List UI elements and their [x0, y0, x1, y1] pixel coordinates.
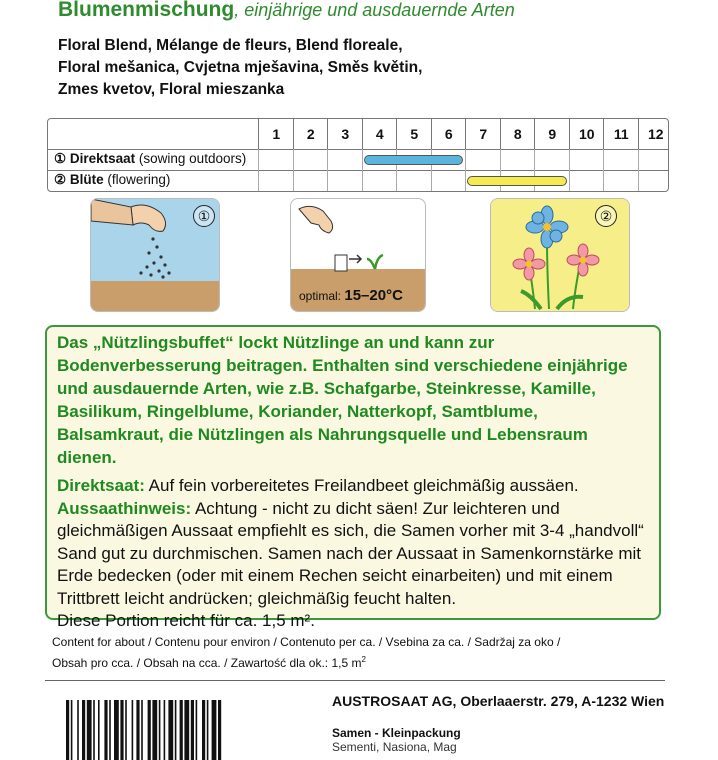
name-line: Zmes kvetov, Floral mieszanka: [58, 81, 285, 98]
month-header: 10: [569, 119, 605, 149]
barcode-bar: [212, 700, 217, 760]
month-gridline: [465, 149, 466, 191]
name-line: Floral mešanica, Cvjetna mješavina, Směs květin,: [58, 59, 423, 76]
translated-names: [58, 35, 422, 101]
barcode-bar: [132, 700, 134, 760]
calendar-bar: [467, 176, 567, 186]
month-header: 11: [603, 119, 639, 149]
content-info: [52, 634, 560, 672]
month-header: 1: [258, 119, 294, 149]
name-line: Floral Blend, Mélange de fleurs, Blend floreale,: [58, 37, 403, 54]
barcode-bar: [148, 700, 151, 760]
barcode-bar: [125, 700, 127, 760]
barcode: [66, 700, 271, 760]
barcode-bar: [77, 700, 79, 760]
description-box: [45, 325, 661, 630]
barcode-bar: [114, 700, 119, 760]
illustration-flowering: [490, 198, 630, 312]
barcode-bar: [87, 700, 92, 760]
row-label-sub: (flowering): [107, 172, 171, 187]
unit-exponent: 2: [361, 655, 366, 664]
month-header: 5: [396, 119, 432, 149]
month-header: 3: [327, 119, 363, 149]
month-header: 7: [465, 119, 501, 149]
direktsaat-text: Auf fein vorbereitetes Freilandbeet gleichmäßig aussäen.: [144, 476, 579, 495]
row-label-sub: (sowing outdoors): [138, 151, 247, 166]
title-subtitle: , einjährige und ausdauernde Arten: [234, 0, 515, 20]
month-header: 2: [293, 119, 329, 149]
optimal-temperature: [299, 287, 403, 304]
barcode-bar: [168, 700, 173, 760]
barcode-bar: [191, 700, 194, 760]
barcode-bar: [152, 700, 157, 760]
barcode-bar: [82, 700, 85, 760]
step-number-2: ②: [595, 205, 617, 227]
intro-text: Das „Nützlingsbuffet“ lockt Nützlinge an und kann zur Bodenverbesserung beitragen. Enthalten sind verschiedene einjährige und ausdauernde Arten, wie z.B. Schafgarbe, Steinkresse, Kamille, Basilikum, Ringelblume, Koriander, Natterkopf, Samtblume, Balsamkraut, die Nützlingen als Nahrungsquelle und Lebensraum dienen.: [57, 333, 628, 467]
calendar-bar: [364, 155, 464, 165]
month-gridline: [569, 149, 570, 191]
month-gridline: [258, 149, 259, 191]
barcode-bar: [71, 700, 73, 760]
barcode-bar: [104, 700, 107, 760]
barcode-bar: [180, 700, 183, 760]
barcode-bar: [93, 700, 95, 760]
barcode-bar: [175, 700, 177, 760]
instructions-text: [57, 475, 649, 633]
illustration-temperature: [290, 198, 426, 312]
content-line-1: Content for about / Contenu pour environ / Contenuto per ca. / Vsebina za ca. / Sadržaj za oko /: [52, 635, 561, 649]
soil: [91, 281, 219, 311]
aussaathinweis-text: Achtung - nicht zu dicht säen! Zur leichteren und gleichmäßigen Aussaat empfiehlt es sich, die Samen vorher mit 3-4 „handvoll“ Sand gut zu durchmischen. Samen nach der Aussaat in Samenkornstärke mit Erde bedecken (oder mit einem Rechen seicht einarbeiten) und mit einem Trittbrett leicht andrücken; gleichmäßig feucht halten.: [57, 498, 644, 608]
barcode-bar: [109, 700, 111, 760]
direktsaat-label: Direktsaat:: [57, 476, 145, 495]
barcode-bar: [184, 700, 189, 760]
package-type: Samen - Kleinpackung: [332, 726, 461, 740]
month-header: 6: [431, 119, 467, 149]
barcode-bar: [196, 700, 198, 760]
calendar-divider: [48, 149, 668, 150]
month-gridline: [327, 149, 328, 191]
barcode-bar: [202, 700, 205, 760]
row-label-direktsaat: [54, 151, 246, 167]
illustration-sowing: [90, 198, 220, 312]
barcode-bar: [207, 700, 209, 760]
calendar-divider: [48, 170, 668, 171]
barcode-bar: [218, 700, 221, 760]
optimal-value: 15–20°C: [344, 287, 403, 304]
barcode-bar: [98, 700, 100, 760]
row-label-main: ② Blüte: [54, 172, 104, 187]
month-gridline: [293, 149, 294, 191]
package-type-translations: Sementi, Nasiona, Mag: [332, 740, 457, 754]
content-line-2: Obsah pro cca. / Obsah na cca. / Zawartość dla ok.: 1,5 m: [52, 656, 362, 670]
month-gridline: [603, 149, 604, 191]
barcode-bar: [66, 700, 69, 760]
optimal-label: optimal:: [299, 289, 342, 303]
row-label-main: ① Direktsaat: [54, 151, 136, 166]
month-header: 12: [638, 119, 674, 149]
product-title: [58, 0, 515, 22]
step-number-1: ①: [193, 205, 215, 227]
sowing-calendar: [47, 118, 669, 192]
aussaathinweis-label: Aussaathinweis:: [57, 498, 192, 518]
title-main: Blumenmischung: [58, 0, 235, 21]
row-label-bluete: [54, 172, 170, 188]
barcode-bar: [164, 700, 166, 760]
month-header: 8: [500, 119, 536, 149]
barcode-bar: [136, 700, 139, 760]
company-address: AUSTROSAAT AG, Oberlaaerstr. 279, A-1232 Wien: [332, 693, 665, 709]
month-gridline: [362, 149, 363, 191]
portion-text: Diese Portion reicht für ca. 1,5 m².: [57, 611, 315, 630]
barcode-bar: [159, 700, 161, 760]
month-header: 4: [362, 119, 398, 149]
barcode-bar: [120, 700, 123, 760]
month-gridline: [638, 149, 639, 191]
barcode-bar: [141, 700, 143, 760]
footer-divider: [45, 680, 665, 681]
month-header: 9: [534, 119, 570, 149]
